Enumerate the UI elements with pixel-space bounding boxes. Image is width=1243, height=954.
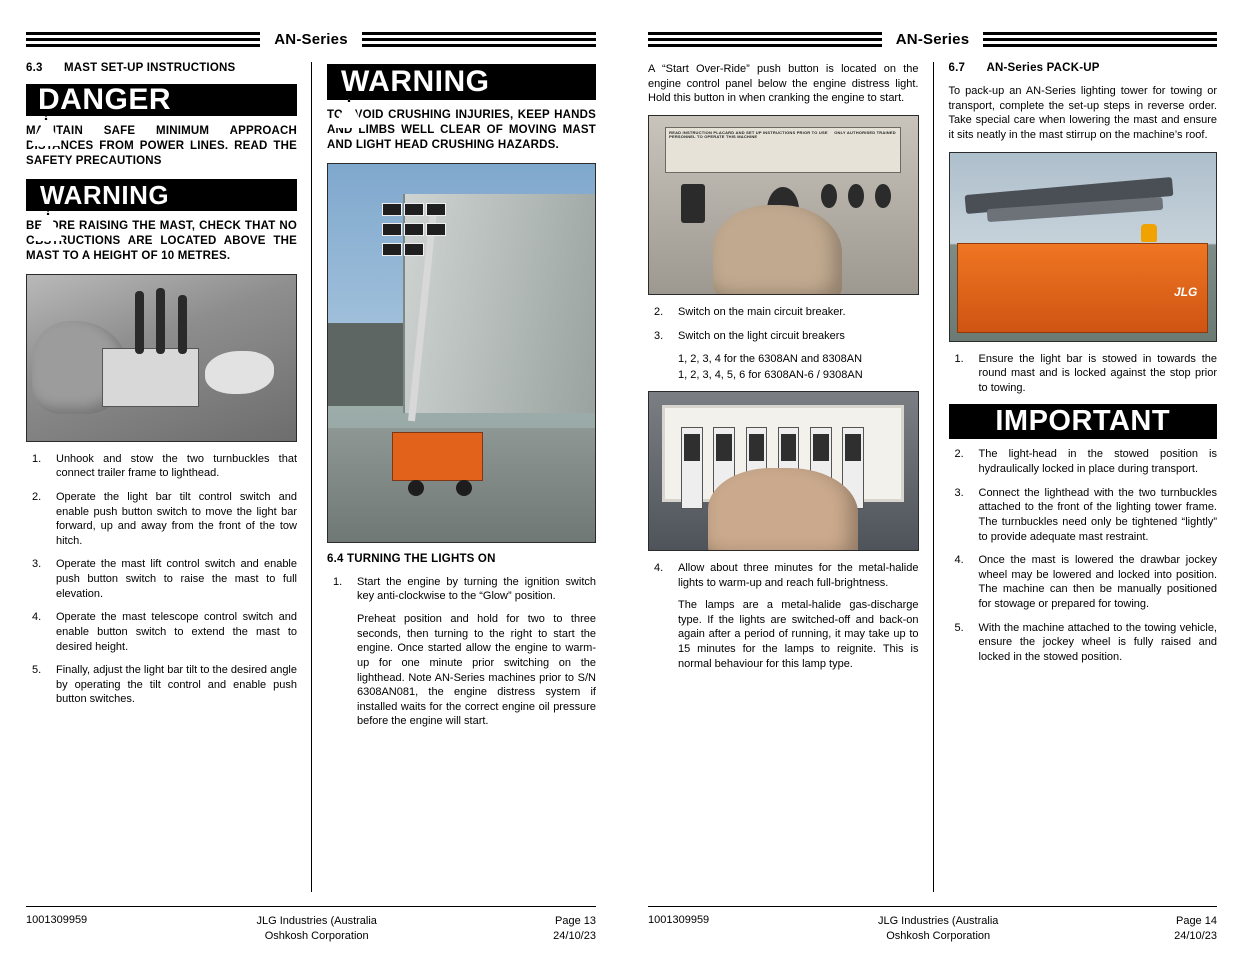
list-item xyxy=(26,452,297,481)
list-item xyxy=(949,553,1218,612)
list-text: With the machine attached to the towing vehicle, ensure the jockey wheel is fully raised and locked in the stowed position. xyxy=(978,621,1217,663)
footer-page-number: Page 14 xyxy=(1175,915,1217,928)
page-14 xyxy=(622,0,1243,954)
list-text: Allow about three minutes for the metal-halide lights to warm-up and reach full-brightness. xyxy=(678,561,919,589)
list-marker: 2. xyxy=(32,490,42,503)
breaker-model-list xyxy=(678,352,919,383)
footer-company-line2: Oshkosh Corporation xyxy=(886,930,991,943)
footer-doc-number: 1001309959 xyxy=(648,914,710,927)
header-title: AN-Series xyxy=(274,30,348,48)
footer-company-line1: JLG Industries (Australia xyxy=(256,915,377,928)
important-banner xyxy=(949,404,1218,439)
header-title: AN-Series xyxy=(895,30,970,48)
page-footer xyxy=(26,906,596,944)
important-label: IMPORTANT xyxy=(995,405,1171,438)
list-text: The lamps are a metal-halide gas-discharge type. If the lights are switched-off and back-on again after a period of running, it may take up to 15 minutes for the lamps to reignite. This is normal behaviour for this lamp type. xyxy=(678,599,919,670)
warning-text: BEFORE RAISING THE MAST, CHECK THAT NO OBSTRUCTIONS ARE LOCATED ABOVE THE MAST TO A HEIGHT OF 10 METRES. xyxy=(26,219,297,262)
footer-company-line1: JLG Industries (Australia xyxy=(877,915,999,928)
list-marker: 1. xyxy=(333,575,343,588)
page-columns xyxy=(26,62,596,906)
section-heading-6-7 xyxy=(949,62,1218,74)
footer-page-info xyxy=(1058,914,1217,944)
erected-light-tower-photo xyxy=(327,163,596,543)
list-item xyxy=(949,621,1218,665)
start-override-text: A “Start Over-Ride” push button is located on the engine control panel below the engine distress light. Hold this button in when cranking the engine to start. xyxy=(648,63,919,105)
warning-label: WARNING xyxy=(341,65,490,98)
danger-banner xyxy=(26,84,297,116)
header-rule-left xyxy=(648,32,882,47)
list-marker: 3. xyxy=(954,486,964,499)
list-text: Switch on the main circuit breaker. xyxy=(678,305,846,318)
light-switch-steps xyxy=(648,305,919,343)
list-marker: 1. xyxy=(954,352,964,365)
list-item xyxy=(648,561,919,671)
danger-label: DANGER xyxy=(38,83,172,116)
list-item xyxy=(648,305,919,320)
list-text: Connect the lighthead with the two turnbuckles attached to the front of the lighting tower frame. The turnbuckles need only be tightened “lightly” to provide adequate mast restraint. xyxy=(978,486,1217,543)
list-text: Operate the mast lift control switch and enable push button switch to raise the mast to full elevation. xyxy=(56,558,297,600)
section-heading-6-4 xyxy=(327,553,596,565)
list-item xyxy=(949,486,1218,545)
warning-banner xyxy=(26,179,297,211)
footer-company-line2: Oshkosh Corporation xyxy=(264,930,369,943)
footer-date: 24/10/23 xyxy=(553,930,596,943)
list-marker: 4. xyxy=(954,554,964,567)
footer-page-info xyxy=(436,914,596,944)
page-header xyxy=(648,24,1217,54)
list-text: The light-head in the stowed position is hydraulically locked in place during transport. xyxy=(978,448,1217,475)
list-item xyxy=(327,575,596,729)
list-item xyxy=(949,447,1218,476)
section-heading-6-3 xyxy=(26,62,297,74)
column-left xyxy=(26,62,311,906)
section-number: 6.4 xyxy=(327,552,344,565)
list-text: Switch on the light circuit breakers xyxy=(678,329,845,342)
list-text: Once the mast is lowered the drawbar jockey wheel may be lowered and locked into position. The machine can then be manually positioned for stowage or prepared for towing. xyxy=(978,554,1217,610)
list-item xyxy=(26,610,297,654)
list-item xyxy=(648,329,919,344)
breaker-line-2: 1, 2, 3, 4, 5, 6 for 6308AN-6 / 9308AN xyxy=(678,368,863,381)
warning-label: WARNING xyxy=(40,179,170,210)
footer-doc-number: 1001309959 xyxy=(26,914,88,927)
mast-setup-steps xyxy=(26,452,297,707)
footer-company xyxy=(197,914,436,944)
pack-up-intro: To pack-up an AN-Series lighting tower for towing or transport, complete the set-up steps in reverse order. Take special care when lowering the mast and ensure it sits neatly in the mast stirrup on the machine’s roof. xyxy=(948,85,1217,141)
list-item xyxy=(26,490,297,549)
section-number: 6.3 xyxy=(26,62,43,74)
list-marker: 3. xyxy=(32,558,42,571)
pack-up-step-1 xyxy=(949,352,1218,396)
warning-banner xyxy=(327,64,596,100)
list-marker: 4. xyxy=(32,611,42,624)
circuit-breaker-box-photo xyxy=(648,391,919,551)
footer-company xyxy=(819,914,1058,944)
list-marker: 5. xyxy=(32,664,42,677)
list-item xyxy=(26,663,297,707)
header-rule-right xyxy=(983,32,1217,47)
list-text: Unhook and stow the two turnbuckles that connect trailer frame to lighthead. xyxy=(56,452,297,480)
column-right xyxy=(311,62,596,906)
section-number: 6.7 xyxy=(948,62,966,74)
list-item xyxy=(26,557,297,601)
list-text: Start the engine by turning the ignition switch key anti-clockwise to the “Glow” position. xyxy=(357,575,596,603)
section-title: TURNING THE LIGHTS ON xyxy=(347,552,496,565)
danger-text: MAINTAIN SAFE MINIMUM APPROACH DISTANCES FROM POWER LINES. READ THE SAFETY PRECAUTIONS xyxy=(26,125,297,167)
list-text: Preheat position and hold for two to three seconds, then turning to the right to start the engine. Once started allow the engine to warm-up for one minute prior switching on the lighthead. Note AN-Series machines prior to S/N 6308AN081, the engine distress system if installed waits for the correct engine oil pressure before the engine will start. xyxy=(357,613,596,728)
list-marker: 1. xyxy=(32,452,42,465)
turning-lights-on-steps xyxy=(327,575,596,729)
breaker-line-1: 1, 2, 3, 4 for the 6308AN and 8308AN xyxy=(678,353,863,366)
section-title: MAST SET-UP INSTRUCTIONS xyxy=(64,62,236,74)
engine-control-panel-photo: READ INSTRUCTION PLACARD AND SET UP INSTRUCTIONS PRIOR TO USE ONLY AUTHORISED TRAINED PERSONNEL TO OPERATE THIS MACHINE xyxy=(648,115,919,295)
list-text: Ensure the light bar is stowed in towards the round mast and is locked against the stop prior to towing. xyxy=(978,352,1217,394)
list-marker: 5. xyxy=(954,621,964,634)
list-text: Operate the mast telescope control switch and enable button switch to extend the mast to desired height. xyxy=(56,611,297,653)
list-marker: 4. xyxy=(654,561,664,574)
list-text: Finally, adjust the light bar tilt to the desired angle by operating the tilt control and enable push button switches. xyxy=(56,664,297,706)
hydraulic-lever-control-photo xyxy=(26,274,297,442)
list-item xyxy=(949,352,1218,396)
column-left xyxy=(648,62,933,906)
list-marker: 2. xyxy=(654,305,664,318)
list-marker: 3. xyxy=(654,329,664,342)
header-rule-left xyxy=(26,32,260,47)
list-text: Operate the light bar tilt control switch and enable push button switch to move the light bar forward, up and away from the front of the tow hitch. xyxy=(56,490,297,547)
stowed-machine-photo: JLG xyxy=(949,152,1218,342)
column-right xyxy=(933,62,1218,906)
page-columns xyxy=(648,62,1217,906)
warmup-step xyxy=(648,561,919,671)
list-marker: 2. xyxy=(954,448,964,461)
footer-date: 24/10/23 xyxy=(1174,930,1217,943)
header-rule-right xyxy=(362,32,596,47)
warning-text: TO AVOID CRUSHING INJURIES, KEEP HANDS AND LIMBS WELL CLEAR OF MOVING MAST AND LIGHT HEAD CRUSHING HAZARDS. xyxy=(327,109,596,151)
page-footer xyxy=(648,906,1217,944)
pack-up-steps xyxy=(949,447,1218,664)
section-title: AN-Series PACK-UP xyxy=(986,62,1100,74)
footer-page-number: Page 13 xyxy=(555,915,596,928)
page-header xyxy=(26,24,596,54)
